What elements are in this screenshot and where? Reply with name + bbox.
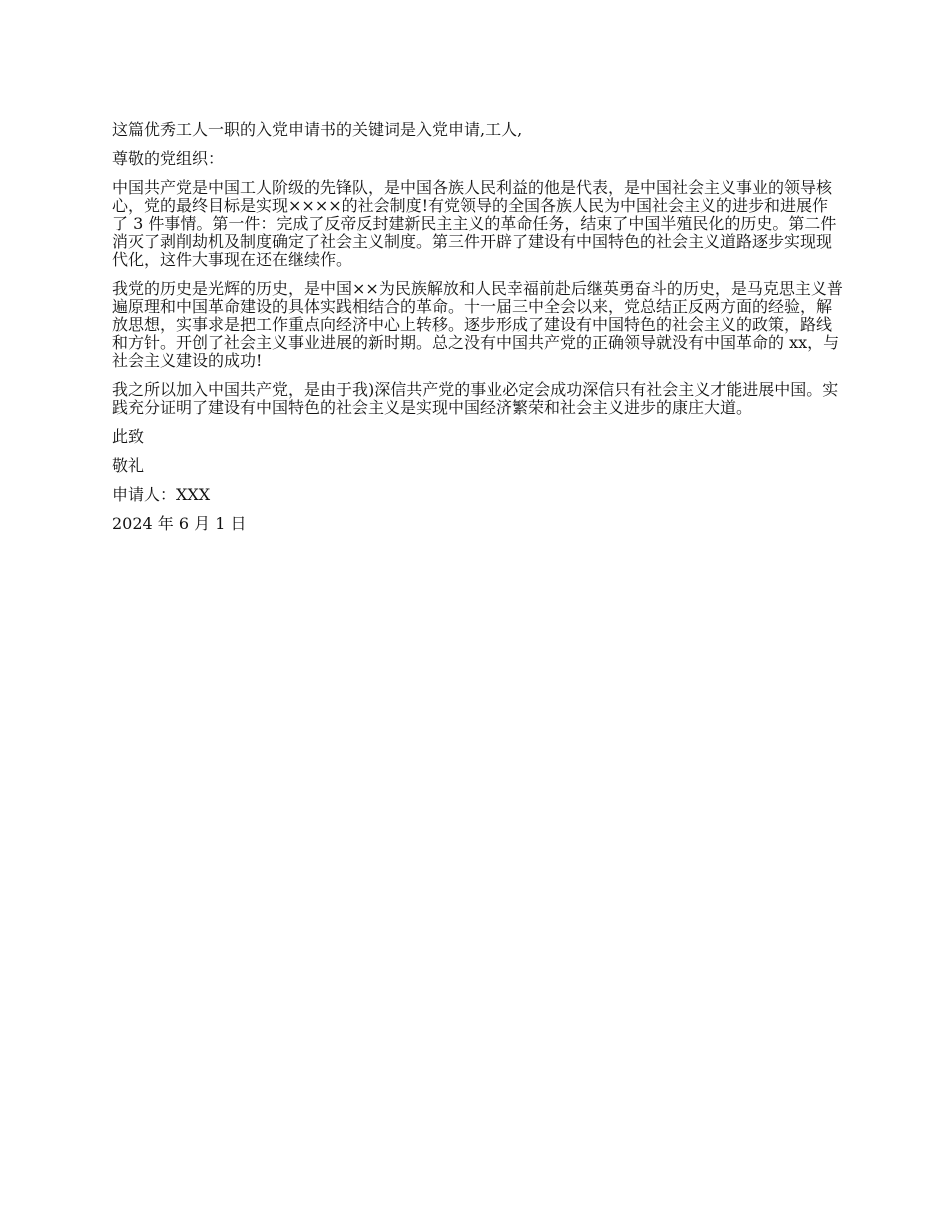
intro-line: 这篇优秀工人一职的入党申请书的关键词是入党申请,工人, <box>112 120 523 139</box>
body-paragraph: 中国共产党是中国工人阶级的先锋队，是中国各族人民利益的他是代表，是中国社会主义事业的领导核心，党的最终目标是实现××××的社会制度!有党领导的全国各族人民为中国社会主义的进步和进展作了 3 件事情。第一件：完成了反帝反封建新民主主义的革命任务，结束了中国半殖民化的历史。第二件消灭了剥削劫机及制度确定了社会主义制度。第三件开辟了建设有中国特色的社会主义道路逐步实现现代化，这件大事现在还在继续作。 <box>112 178 837 269</box>
salutation: 尊敬的党组织： <box>112 149 225 168</box>
date-line: 2024 年 6 月 1 日 <box>112 514 247 533</box>
body-paragraph: 我之所以加入中国共产党，是由于我)深信共产党的事业必定会成功深信只有社会主义才能进展中国。实践充分证明了建设有中国特色的社会主义是实现中国经济繁荣和社会主义进步的康庄大道。 <box>112 380 839 417</box>
closing-line: 此致 <box>112 427 145 446</box>
document-body <box>112 121 844 544</box>
applicant-signature: 申请人：XXX <box>112 485 211 504</box>
closing-line: 敬礼 <box>112 456 145 475</box>
body-paragraph: 我党的历史是光辉的历史，是中国××为民族解放和人民幸福前赴后继英勇奋斗的历史，是马克思主义普遍原理和中国革命建设的具体实践相结合的革命。十一届三中全会以来，党总结正反两方面的经验，解放思想，实事求是把工作重点向经济中心上转移。逐步形成了建设有中国特色的社会主义的政策，路线和方针。开创了社会主义事业进展的新时期。总之没有中国共产党的正确领导就没有中国革命的 xx，与社会主义建设的成功! <box>112 279 843 370</box>
